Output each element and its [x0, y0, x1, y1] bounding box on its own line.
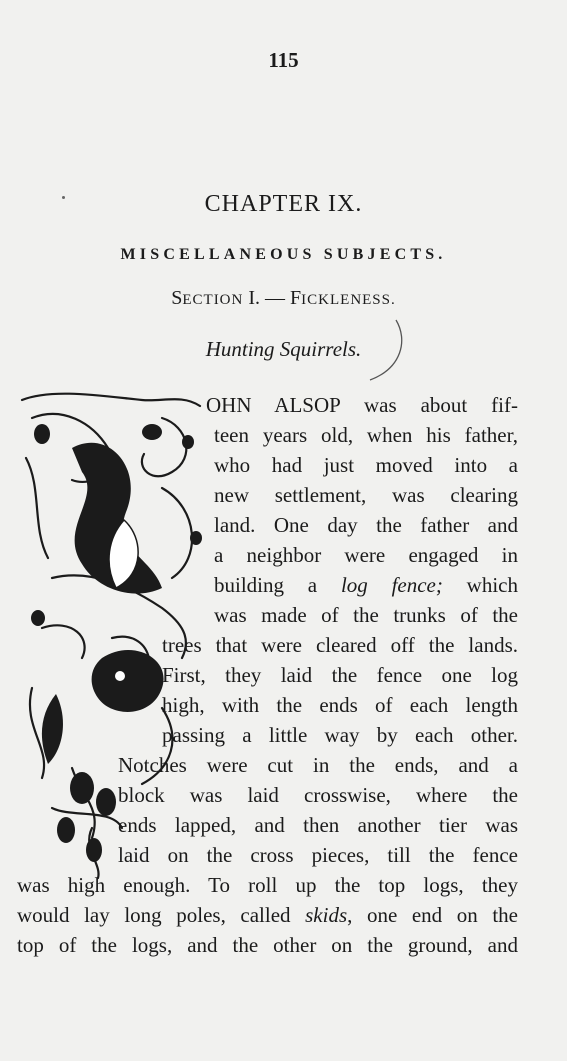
chapter-heading: CHAPTER IX. — [204, 191, 363, 217]
body-line: laid on the cross pieces, till the fence — [118, 843, 518, 867]
body-line: a neighbor were engaged in — [214, 543, 518, 567]
body-line: ends lapped, and then another tier was — [118, 813, 518, 837]
body-line: teen years old, when his father, — [214, 423, 518, 447]
section-title: Hunting Squirrels. — [205, 337, 362, 361]
body-line: was high enough. To roll up the top logs, they — [17, 873, 518, 897]
page-number: 115 — [268, 48, 299, 72]
body-line: new settlement, was clearing — [214, 483, 518, 507]
body-line: building a log fence; which — [214, 573, 519, 597]
body-line: trees that were cleared off the lands. — [162, 633, 518, 657]
body-line: block was laid crosswise, where the — [118, 783, 518, 807]
flourish-ornament — [350, 316, 410, 388]
body-line: land. One day the father and — [214, 513, 518, 537]
body-line: was made of the trunks of the — [214, 603, 518, 627]
body-line: top of the logs, and the other on the ground, and — [17, 933, 518, 957]
body-line: Notches were cut in the ends, and a — [118, 753, 518, 777]
body-line: passing a little way by each other. — [162, 723, 518, 747]
body-line: OHN ALSOP was about fif- — [206, 393, 518, 417]
body-line: First, they laid the fence one log — [162, 663, 518, 687]
body-line: would lay long poles, called skids, one end on the — [17, 903, 519, 927]
section-heading: SECTION I. — FICKLENESS. — [171, 287, 396, 309]
body-line: high, with the ends of each length — [162, 693, 518, 717]
body-line: who had just moved into a — [214, 453, 518, 477]
subject-heading: MISCELLANEOUS SUBJECTS. — [120, 246, 447, 263]
